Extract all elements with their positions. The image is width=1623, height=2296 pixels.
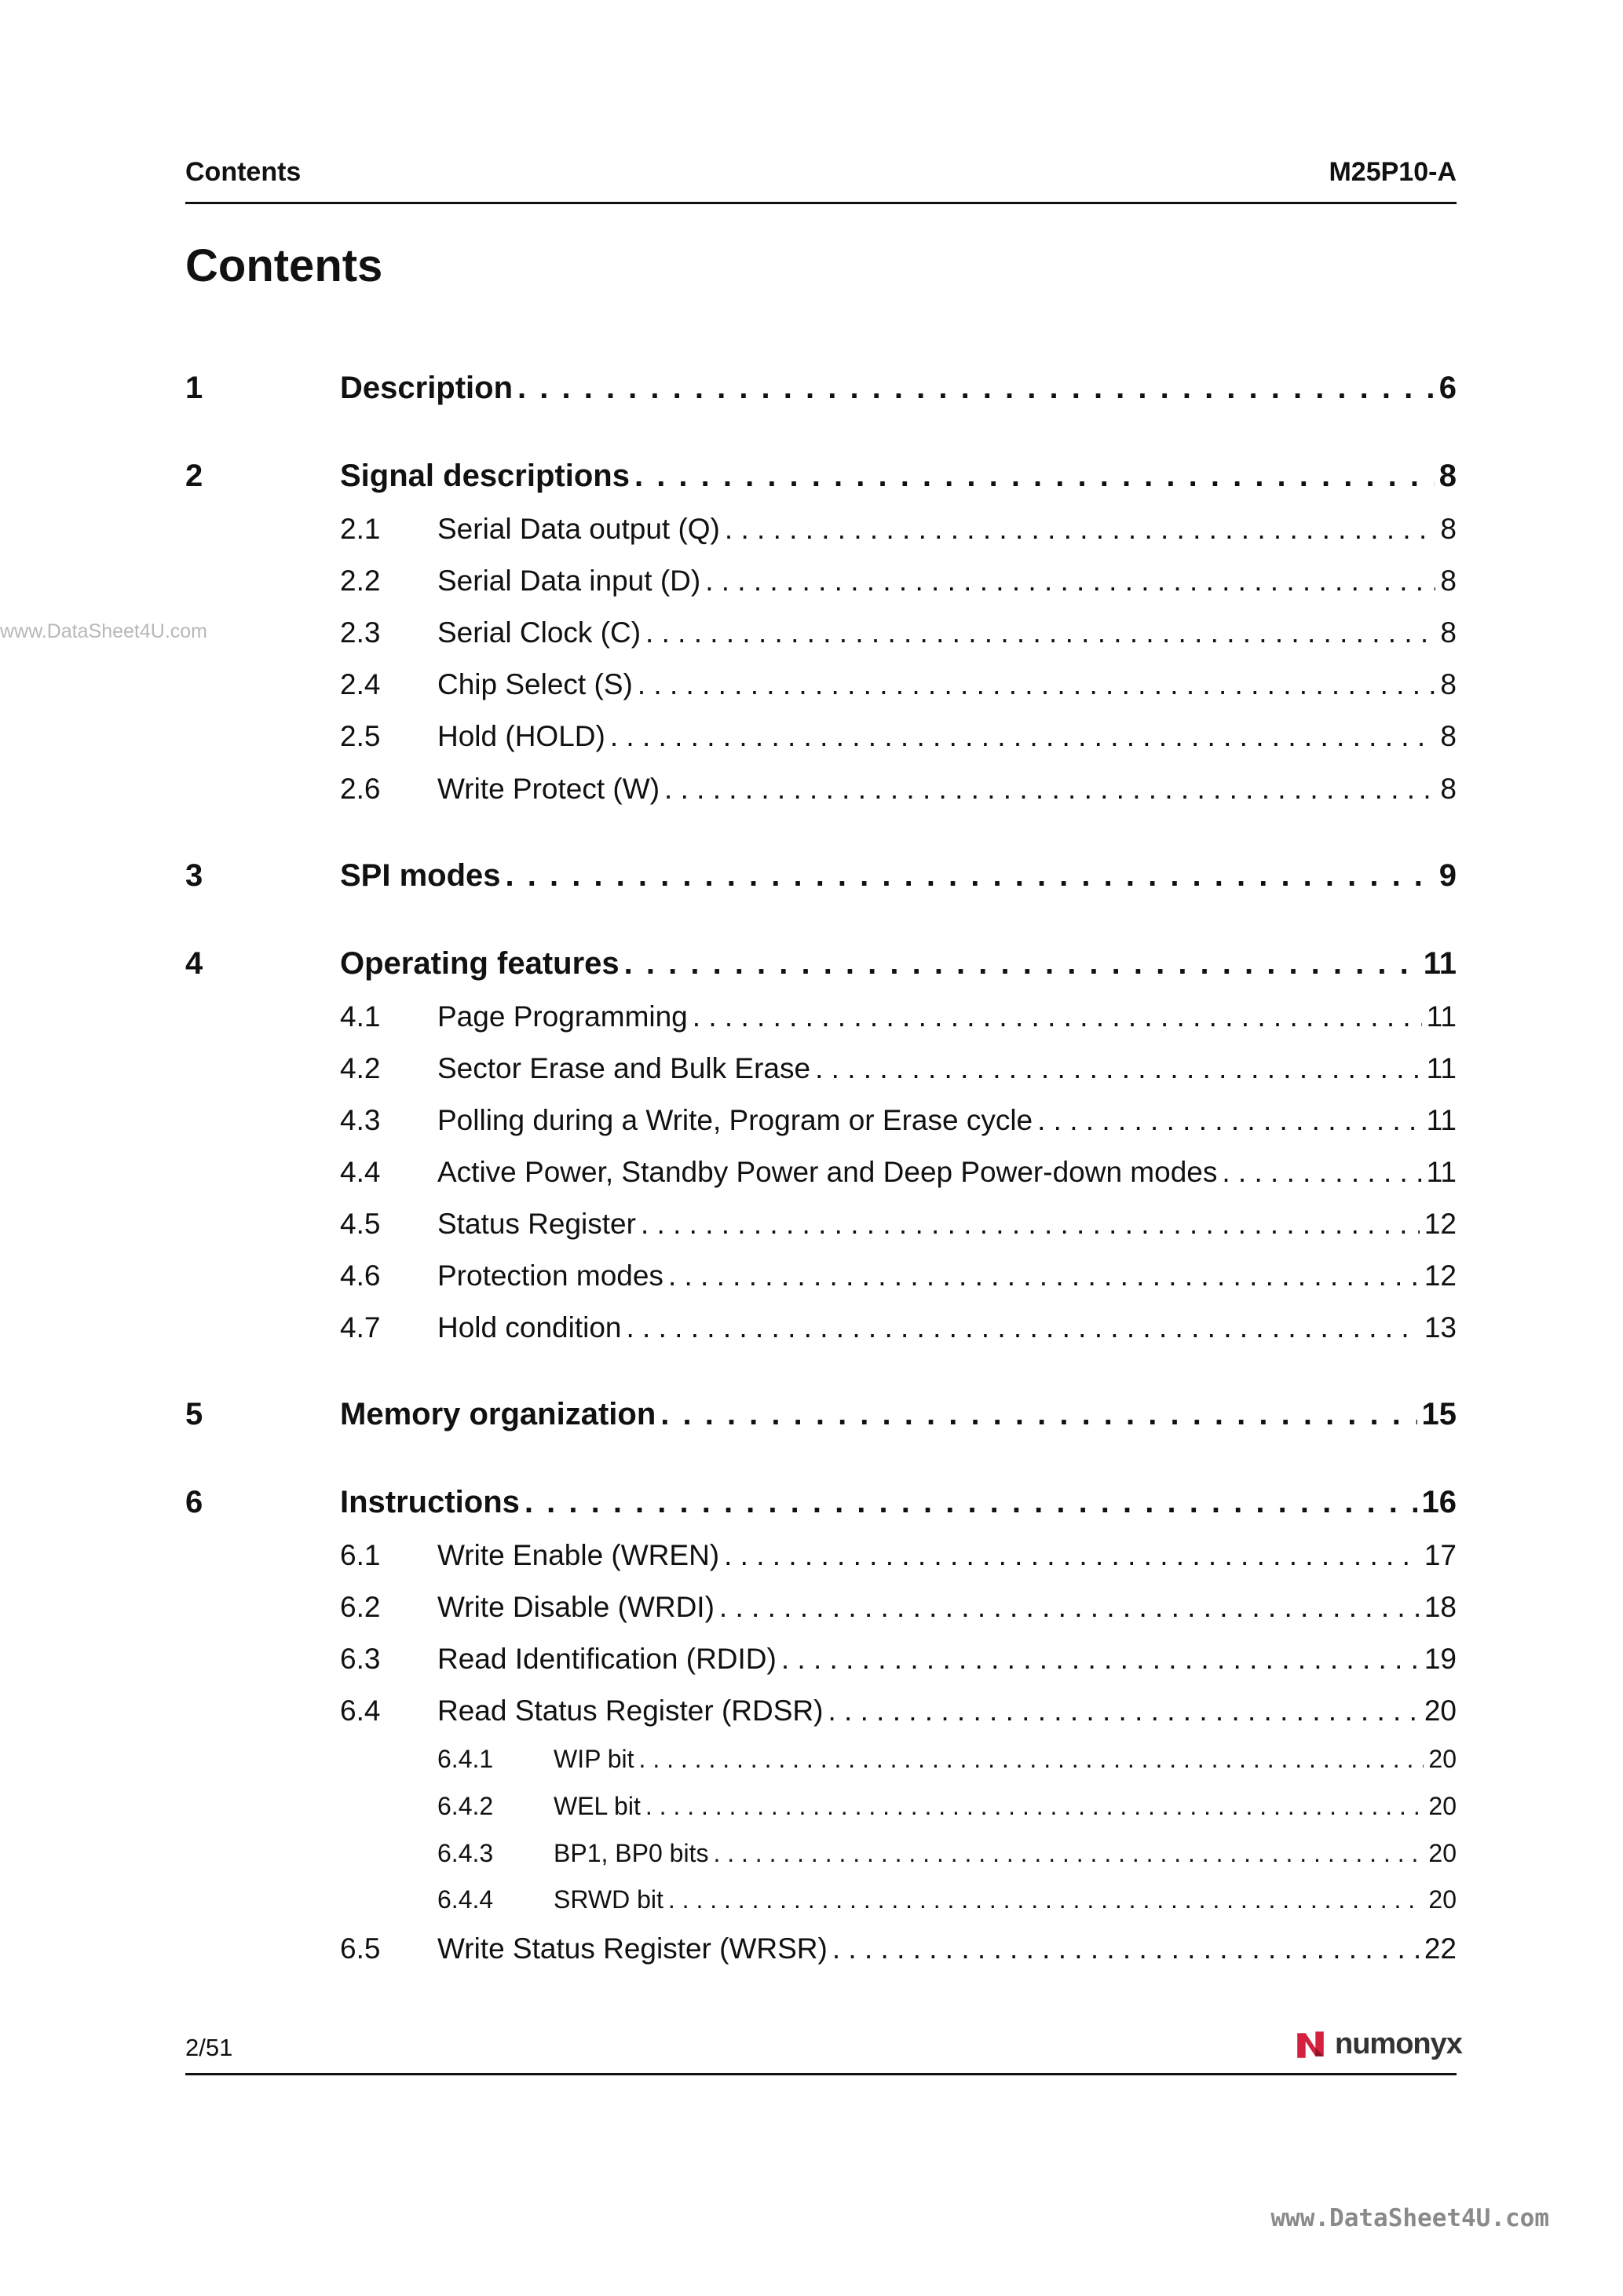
toc-label: Memory organization <box>340 1397 656 1431</box>
toc-page: 11 <box>1423 946 1457 981</box>
toc-label-text: ) <box>623 668 633 700</box>
toc-label: Description <box>340 371 514 405</box>
dot-leader <box>506 858 1435 894</box>
dot-leader <box>639 1745 1424 1774</box>
dot-leader <box>660 1397 1416 1432</box>
toc-label: Page Programming <box>437 1000 688 1033</box>
toc-page: 8 <box>1440 668 1457 700</box>
dot-leader <box>626 1311 1419 1344</box>
toc-page: 12 <box>1424 1260 1457 1292</box>
toc-label: Write Status Register (WRSR) <box>437 1932 828 1965</box>
toc-page: 11 <box>1426 1104 1457 1136</box>
toc-page: 17 <box>1424 1539 1457 1571</box>
dot-leader <box>664 773 1435 806</box>
page-title: Contents <box>185 240 383 291</box>
toc-label-text: ) <box>595 720 605 752</box>
toc-entry-6-4-2[interactable] <box>0 1792 1623 1831</box>
toc-entry-2[interactable] <box>0 459 1623 498</box>
toc-page: 20 <box>1424 1695 1457 1727</box>
dot-leader <box>725 513 1436 546</box>
running-header-part-number: M25P10-A <box>1329 157 1457 187</box>
toc-label: BP1, BP0 bits <box>554 1839 709 1867</box>
toc-page: 18 <box>1424 1591 1457 1623</box>
footer-rule <box>185 2073 1457 2075</box>
toc-page: 11 <box>1426 1052 1457 1084</box>
dot-leader <box>517 371 1435 406</box>
toc-number: 2.5 <box>340 720 381 752</box>
toc-entry-4-1[interactable] <box>0 1000 1623 1040</box>
side-watermark: www.DataSheet4U.com <box>0 620 208 642</box>
toc-entry-4-6[interactable] <box>0 1260 1623 1299</box>
toc-page: 6 <box>1438 371 1457 405</box>
toc-entry-4-5[interactable] <box>0 1208 1623 1247</box>
toc-label: Serial Data input (D) <box>437 565 701 597</box>
toc-page: 8 <box>1440 513 1457 545</box>
toc-page: 8 <box>1438 459 1457 493</box>
dot-leader <box>713 1839 1424 1868</box>
toc-page: 22 <box>1424 1932 1457 1965</box>
toc-number: 2.3 <box>340 616 381 649</box>
toc-number: 4.4 <box>340 1156 381 1188</box>
toc-label <box>437 668 633 701</box>
toc-entry-6-4-4[interactable] <box>0 1885 1623 1925</box>
toc-number: 2.1 <box>340 513 381 545</box>
logo-wordmark: numonyx <box>1335 2027 1462 2060</box>
toc-label-text: Write Protect ( <box>437 773 623 805</box>
toc-page: 19 <box>1424 1643 1457 1675</box>
toc-number: 6.4.4 <box>437 1885 494 1914</box>
toc-entry-4-3[interactable] <box>0 1104 1623 1143</box>
toc-label: Signal descriptions <box>340 459 630 493</box>
toc-entry-2-5[interactable] <box>0 720 1623 759</box>
toc-label: Serial Clock (C) <box>437 616 642 649</box>
toc-entry-2-6[interactable] <box>0 773 1623 812</box>
dot-leader <box>705 565 1435 598</box>
dot-leader <box>645 616 1435 649</box>
toc-number: 6.4.3 <box>437 1839 494 1867</box>
toc-label: Serial Data output (Q) <box>437 513 720 545</box>
footer-page-number: 2/51 <box>185 2034 233 2061</box>
toc-label <box>437 720 605 753</box>
toc-page: 8 <box>1440 616 1457 649</box>
bottom-watermark: www.DataSheet4U.com <box>1270 2204 1549 2232</box>
dot-leader <box>1037 1104 1421 1137</box>
toc-entry-6[interactable] <box>0 1485 1623 1524</box>
dot-leader <box>724 1539 1420 1572</box>
toc-number: 6.1 <box>340 1539 381 1571</box>
toc-page: 9 <box>1438 858 1457 893</box>
dot-leader <box>693 1000 1422 1033</box>
toc-number: 4 <box>185 946 203 981</box>
toc-entry-5[interactable] <box>0 1397 1623 1436</box>
toc-label: WEL bit <box>554 1792 641 1820</box>
toc-number: 4.3 <box>340 1104 381 1136</box>
toc-entry-6-2[interactable] <box>0 1591 1623 1630</box>
toc-page: 8 <box>1440 773 1457 805</box>
dot-leader <box>525 1485 1417 1520</box>
toc-page: 8 <box>1440 565 1457 597</box>
toc-number: 6.4.1 <box>437 1745 494 1773</box>
toc-number: 4.6 <box>340 1260 381 1292</box>
dot-leader <box>668 1260 1420 1292</box>
toc-page: 20 <box>1428 1839 1457 1867</box>
dot-leader <box>828 1695 1419 1727</box>
numonyx-logo <box>1294 2027 1462 2061</box>
toc-label: Status Register <box>437 1208 636 1240</box>
toc-label <box>437 773 660 806</box>
toc-label: Operating features <box>340 946 620 981</box>
toc-page: 13 <box>1424 1311 1457 1344</box>
toc-label: Sector Erase and Bulk Erase <box>437 1052 811 1084</box>
toc-page: 20 <box>1428 1792 1457 1820</box>
toc-page: 15 <box>1421 1397 1457 1431</box>
toc-number: 6.3 <box>340 1643 381 1675</box>
dot-leader <box>634 459 1435 494</box>
toc-entry-2-4[interactable] <box>0 668 1623 707</box>
toc-label-text: Chip Select ( <box>437 668 604 700</box>
toc-entry-2-1[interactable] <box>0 513 1623 552</box>
toc-entry-2-2[interactable] <box>0 565 1623 604</box>
toc-label: Write Disable (WRDI) <box>437 1591 715 1623</box>
toc-entry-1[interactable] <box>0 371 1623 410</box>
overlined-signal: $\overline{W}$ <box>622 773 650 805</box>
toc-entry-6-4-1[interactable] <box>0 1745 1623 1784</box>
dot-leader <box>645 1792 1424 1821</box>
dot-leader <box>624 946 1419 982</box>
numonyx-logo-mark-icon <box>1294 2028 1327 2061</box>
toc-number: 4.7 <box>340 1311 381 1344</box>
toc-number: 3 <box>185 858 203 893</box>
overlined-signal: HOLD <box>514 720 596 752</box>
toc-page: 20 <box>1428 1745 1457 1773</box>
toc-number: 2.4 <box>340 668 381 700</box>
toc-label: WIP bit <box>554 1745 634 1773</box>
toc-page: 12 <box>1424 1208 1457 1240</box>
toc-number: 5 <box>185 1397 203 1431</box>
toc-label: Write Enable (WREN) <box>437 1539 720 1571</box>
toc-number: 4.5 <box>340 1208 381 1240</box>
toc-label: Active Power, Standby Power and Deep Power-down modes <box>437 1156 1218 1188</box>
toc-number: 2.2 <box>340 565 381 597</box>
toc-entry-4-7[interactable] <box>0 1311 1623 1351</box>
toc-number: 4.1 <box>340 1000 381 1033</box>
overlined-signal: $\overline{S}$ <box>603 668 623 700</box>
dot-leader <box>638 668 1436 701</box>
toc-label: Read Identification (RDID) <box>437 1643 777 1675</box>
toc-number: 6.4 <box>340 1695 381 1727</box>
toc-page: 11 <box>1426 1156 1457 1188</box>
toc-number: 4.2 <box>340 1052 381 1084</box>
toc-entry-4-2[interactable] <box>0 1052 1623 1091</box>
running-header-section: Contents <box>185 157 302 187</box>
toc-entry-6-3[interactable] <box>0 1643 1623 1682</box>
toc-entry-2-3[interactable] <box>0 616 1623 656</box>
toc-label: Polling during a Write, Program or Erase cycle <box>437 1104 1033 1136</box>
toc-page: 8 <box>1440 720 1457 752</box>
toc-label-text: ) <box>649 773 660 805</box>
dot-leader <box>668 1885 1424 1914</box>
dot-leader <box>1222 1156 1421 1189</box>
toc-entry-6-5[interactable] <box>0 1932 1623 1972</box>
dot-leader <box>832 1932 1420 1965</box>
toc-number: 2 <box>185 459 203 493</box>
toc-label: SRWD bit <box>554 1885 663 1914</box>
toc-label: Protection modes <box>437 1260 663 1292</box>
toc-number: 1 <box>185 371 203 405</box>
toc-entry-4-4[interactable] <box>0 1156 1623 1195</box>
toc-number: 6.4.2 <box>437 1792 494 1820</box>
toc-page: 16 <box>1421 1485 1457 1519</box>
toc-label: Read Status Register (RDSR) <box>437 1695 824 1727</box>
toc-entry-3[interactable] <box>0 858 1623 898</box>
dot-leader <box>610 720 1436 753</box>
toc-label-text: Hold ( <box>437 720 515 752</box>
toc-page: 20 <box>1428 1885 1457 1914</box>
toc-page: 11 <box>1426 1000 1457 1033</box>
dot-leader <box>815 1052 1422 1085</box>
dot-leader <box>641 1208 1420 1241</box>
toc-label: Instructions <box>340 1485 520 1519</box>
toc-number: 6 <box>185 1485 203 1519</box>
header-rule <box>185 202 1457 204</box>
toc-label: Hold condition <box>437 1311 622 1344</box>
toc-entry-6-4-3[interactable] <box>0 1839 1623 1878</box>
toc-number: 6.2 <box>340 1591 381 1623</box>
toc-entry-6-1[interactable] <box>0 1539 1623 1578</box>
toc-number: 6.5 <box>340 1932 381 1965</box>
dot-leader <box>719 1591 1420 1624</box>
toc-entry-6-4[interactable] <box>0 1695 1623 1734</box>
toc-label: SPI modes <box>340 858 501 893</box>
toc-number: 2.6 <box>340 773 381 805</box>
toc-entry-4[interactable] <box>0 946 1623 985</box>
dot-leader <box>781 1643 1420 1676</box>
